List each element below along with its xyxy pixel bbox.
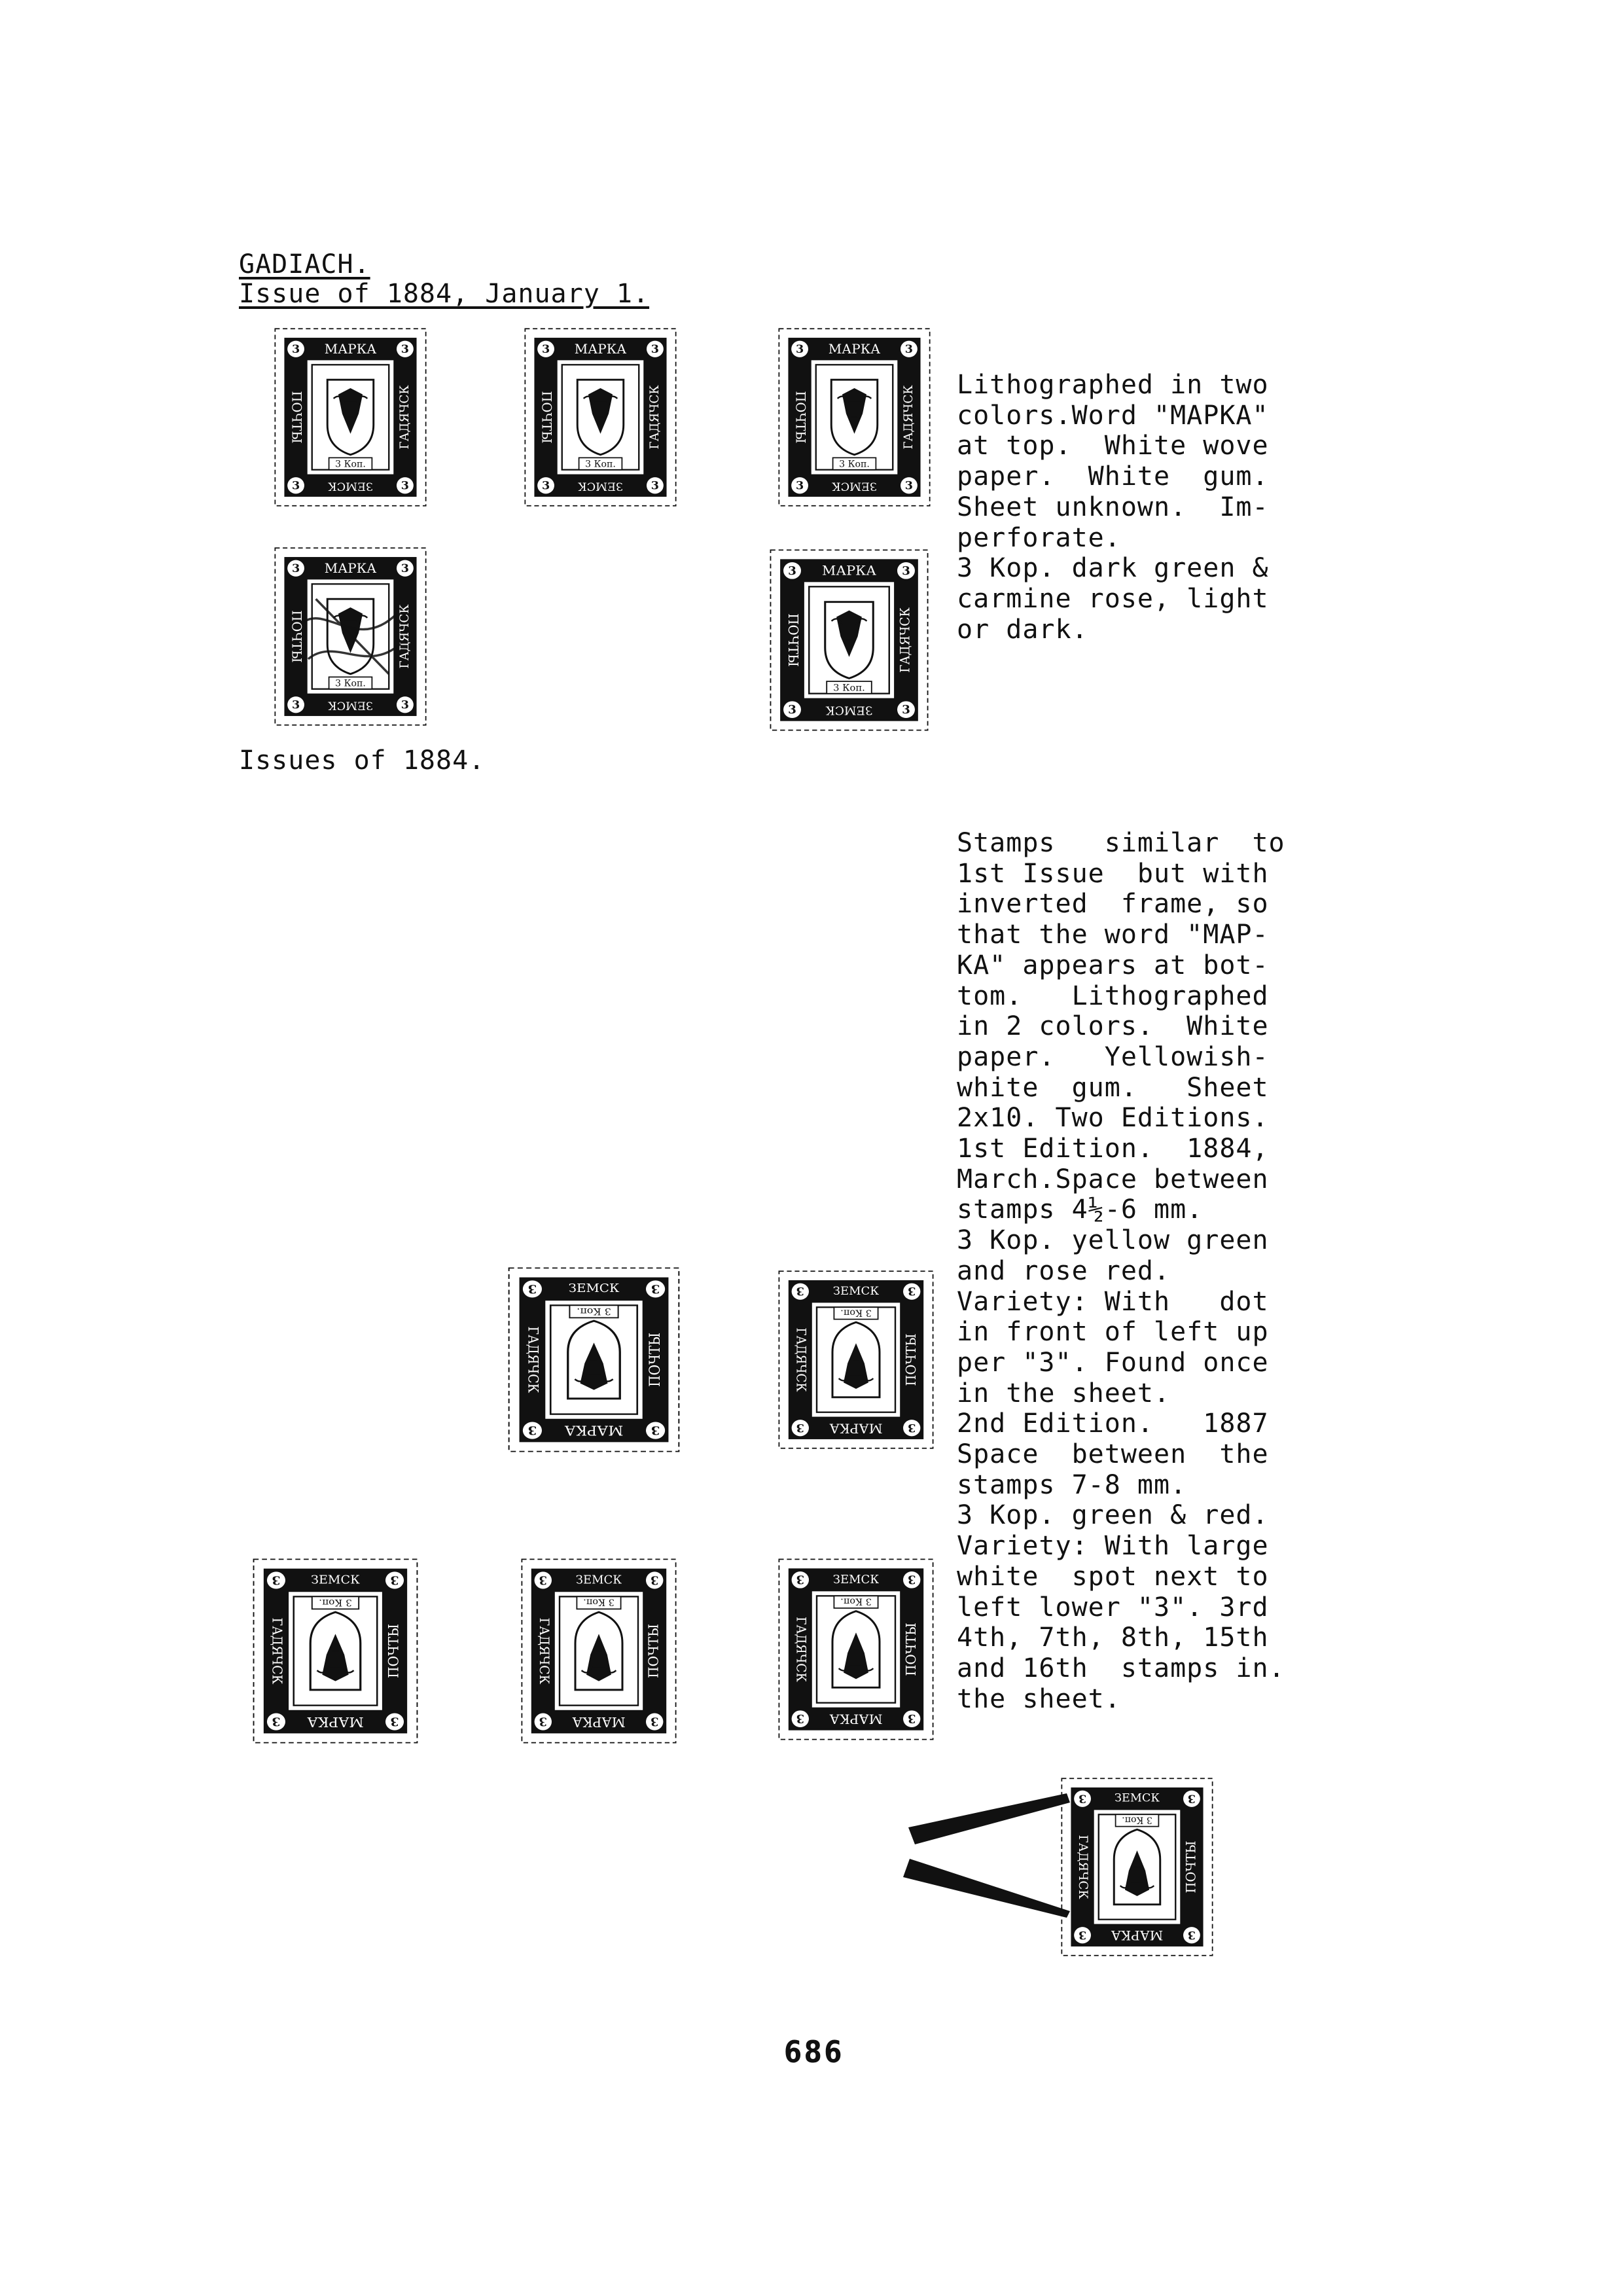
text-line: 2x10. Two Editions. bbox=[957, 1103, 1269, 1134]
stamp-word-right: ГАДЯЧСК bbox=[525, 1326, 542, 1393]
corner-numeral: 3 bbox=[795, 479, 804, 493]
stamp-word-bottom: ЗЕМСК bbox=[328, 698, 373, 712]
corner-numeral: 3 bbox=[291, 562, 300, 575]
stamp-artwork bbox=[520, 1558, 677, 1744]
stamp-word-top: МАРКА bbox=[1111, 1928, 1164, 1943]
corner-numeral: 3 bbox=[390, 1573, 399, 1587]
corner-numeral: 3 bbox=[272, 1714, 281, 1728]
stamp-image bbox=[769, 548, 929, 732]
corner-numeral: 3 bbox=[1187, 1928, 1196, 1941]
section-2-description bbox=[957, 828, 1310, 1714]
stamp-word-bottom: ЗЕМСК bbox=[832, 1573, 880, 1587]
stamp-value: 3 Коп. bbox=[335, 678, 366, 689]
section-1-description bbox=[957, 370, 1310, 645]
corner-numeral: 3 bbox=[527, 1282, 537, 1296]
stamp-word-right: ГАДЯЧСК bbox=[647, 385, 662, 450]
text-line: or dark. bbox=[957, 614, 1088, 645]
issue-date-heading: Issue of 1884, January 1. bbox=[239, 279, 650, 309]
stamp-artwork bbox=[777, 1558, 935, 1741]
stamp-image bbox=[777, 1270, 935, 1450]
text-line: and 16th stamps in. bbox=[957, 1653, 1285, 1683]
stamp-word-top: МАРКА bbox=[574, 342, 627, 357]
text-line: in front of left up bbox=[957, 1317, 1269, 1348]
stamp-word-right: ГАДЯЧСК bbox=[536, 1617, 552, 1685]
stamp-artwork bbox=[769, 548, 929, 732]
corner-numeral: 3 bbox=[796, 1572, 805, 1587]
stamp-value: 3 Коп. bbox=[319, 1596, 352, 1608]
text-line: 3 Kop. dark green & bbox=[957, 553, 1269, 584]
corner-numeral: 3 bbox=[907, 1420, 916, 1435]
text-line: in the sheet. bbox=[957, 1378, 1171, 1408]
corner-numeral: 3 bbox=[907, 1284, 916, 1298]
corner-numeral: 3 bbox=[541, 479, 550, 493]
text-line: paper. White gum. bbox=[957, 461, 1269, 492]
text-line: Space between the bbox=[957, 1439, 1269, 1470]
stamp-word-top: МАРКА bbox=[828, 342, 881, 357]
stamp-image bbox=[777, 1558, 935, 1741]
stamp-word-bottom: ЗЕМСК bbox=[825, 703, 873, 717]
text-line: stamps 7-8 mm. bbox=[957, 1469, 1187, 1500]
stamp-word-right: ГАДЯЧСК bbox=[793, 1327, 808, 1392]
stamp-value: 3 Коп. bbox=[833, 683, 865, 694]
text-line: 2nd Edition. 1887 bbox=[957, 1408, 1269, 1439]
text-line: KA" appears at bot- bbox=[957, 950, 1269, 980]
text-line: colors.Word "MAPKA" bbox=[957, 400, 1269, 431]
corner-numeral: 3 bbox=[401, 562, 410, 575]
corner-numeral: 3 bbox=[795, 343, 804, 356]
stamp-word-left: ПОЧТЫ bbox=[646, 1332, 664, 1388]
stamp-word-left: ПОЧТЫ bbox=[1183, 1840, 1199, 1893]
corner-numeral: 3 bbox=[1078, 1791, 1087, 1805]
corner-numeral: 3 bbox=[907, 1712, 916, 1725]
corner-numeral: 3 bbox=[651, 343, 660, 356]
stamp-word-bottom: ЗЕМСК bbox=[328, 479, 373, 493]
stamp-word-top: МАРКА bbox=[822, 562, 876, 579]
corner-numeral: 3 bbox=[272, 1573, 281, 1587]
corner-numeral: 3 bbox=[291, 698, 300, 712]
corner-numeral: 3 bbox=[788, 703, 796, 717]
corner-numeral: 3 bbox=[1187, 1791, 1196, 1805]
stamp-word-bottom: ЗЕМСК bbox=[575, 1573, 622, 1587]
stamp-word-left: ПОЧТЫ bbox=[289, 610, 304, 663]
stamp-artwork bbox=[1060, 1777, 1214, 1957]
text-line: Variety: With dot bbox=[957, 1286, 1269, 1317]
stamp-word-right: ГАДЯЧСК bbox=[1075, 1835, 1090, 1899]
stamp-word-top: МАРКА bbox=[307, 1714, 364, 1730]
text-line: white gum. Sheet bbox=[957, 1072, 1269, 1103]
corner-numeral: 3 bbox=[539, 1573, 548, 1587]
stamp-value: 3 Коп. bbox=[577, 1306, 611, 1318]
text-line: 1st Edition. 1884, bbox=[957, 1134, 1269, 1164]
stamp-word-bottom: ЗЕМСК bbox=[832, 1285, 880, 1298]
pointer-arrows bbox=[903, 1793, 1073, 1918]
corner-numeral: 3 bbox=[291, 479, 300, 493]
stamp-word-top: МАРКА bbox=[564, 1422, 624, 1438]
text-line: Sheet unknown. Im- bbox=[957, 492, 1269, 522]
text-line: per "3". Found once bbox=[957, 1347, 1269, 1378]
corner-numeral: 3 bbox=[401, 698, 410, 712]
arrow-lower bbox=[903, 1859, 1070, 1918]
corner-numeral: 3 bbox=[651, 1423, 660, 1437]
text-line: tom. Lithographed bbox=[957, 980, 1269, 1011]
stamp-value: 3 Коп. bbox=[585, 459, 616, 470]
stamp-value: 3 Коп. bbox=[1122, 1814, 1152, 1825]
stamp-word-top: МАРКА bbox=[572, 1713, 626, 1730]
stamp-word-bottom: ЗЕМСК bbox=[578, 479, 623, 493]
text-line: stamps 4½-6 mm. bbox=[957, 1194, 1204, 1225]
corner-numeral: 3 bbox=[904, 343, 914, 356]
text-line: at top. White wove bbox=[957, 431, 1269, 461]
corner-numeral: 3 bbox=[796, 1284, 805, 1298]
corner-numeral: 3 bbox=[291, 343, 300, 356]
corner-numeral: 3 bbox=[541, 343, 550, 356]
stamp-word-left: ПОЧТЫ bbox=[645, 1623, 662, 1679]
stamp-word-left: ПОЧТЫ bbox=[539, 391, 554, 444]
stamp-image bbox=[274, 547, 427, 726]
text-line: March.Space between bbox=[957, 1164, 1269, 1194]
stamp-word-bottom: ЗЕМСК bbox=[568, 1282, 620, 1295]
stamp-image bbox=[274, 327, 427, 507]
corner-numeral: 3 bbox=[796, 1420, 805, 1435]
stamp-image bbox=[520, 1558, 677, 1744]
town-heading: GADIACH. bbox=[239, 249, 370, 279]
corner-numeral: 3 bbox=[650, 1573, 659, 1587]
text-line: and rose red. bbox=[957, 1255, 1171, 1286]
corner-numeral: 3 bbox=[651, 1282, 660, 1296]
stamp-word-right: ГАДЯЧСК bbox=[897, 607, 913, 673]
stamp-word-right: ГАДЯЧСК bbox=[397, 604, 412, 669]
corner-numeral: 3 bbox=[651, 479, 660, 493]
stamp-value: 3 Коп. bbox=[840, 1307, 872, 1318]
corner-numeral: 3 bbox=[527, 1423, 537, 1437]
stamp-artwork bbox=[524, 327, 677, 507]
text-line: that the word "MAP- bbox=[957, 920, 1269, 950]
stamp-value: 3 Коп. bbox=[583, 1596, 615, 1607]
text-line: the sheet. bbox=[957, 1683, 1121, 1714]
corner-numeral: 3 bbox=[539, 1714, 548, 1729]
text-line: left lower "3". 3rd bbox=[957, 1592, 1269, 1623]
stamp-image bbox=[1060, 1777, 1214, 1957]
stamp-image bbox=[507, 1266, 681, 1453]
stamp-value: 3 Коп. bbox=[840, 1596, 872, 1607]
stamp-word-left: ПОЧТЫ bbox=[902, 1623, 919, 1676]
text-line: 1st Issue but with bbox=[957, 858, 1269, 889]
stamp-word-top: МАРКА bbox=[324, 561, 377, 576]
corner-numeral: 3 bbox=[796, 1712, 805, 1725]
stamp-word-right: ГАДЯЧСК bbox=[397, 385, 412, 450]
stamp-image bbox=[777, 327, 931, 507]
corner-numeral: 3 bbox=[907, 1572, 916, 1587]
stamp-word-bottom: ЗЕМСК bbox=[832, 479, 877, 493]
text-line: Variety: With large bbox=[957, 1531, 1269, 1562]
stamp-word-left: ПОЧТЫ bbox=[289, 391, 304, 444]
stamp-word-bottom: ЗЕМСК bbox=[311, 1573, 360, 1587]
stamp-value: 3 Коп. bbox=[335, 459, 366, 470]
text-line: 3 Kop. green & red. bbox=[957, 1500, 1269, 1531]
stamp-image bbox=[252, 1558, 419, 1744]
text-line: Lithographed in two bbox=[957, 370, 1269, 400]
corner-numeral: 3 bbox=[401, 479, 410, 493]
text-line: carmine rose, light bbox=[957, 583, 1269, 614]
corner-numeral: 3 bbox=[788, 564, 796, 578]
stamp-artwork bbox=[507, 1266, 681, 1453]
text-line: paper. Yellowish- bbox=[957, 1041, 1269, 1072]
stamp-artwork bbox=[274, 547, 427, 726]
text-line: Stamps similar to bbox=[957, 828, 1285, 858]
stamp-word-right: ГАДЯЧСК bbox=[269, 1617, 285, 1685]
stamp-artwork bbox=[777, 327, 931, 507]
stamp-word-left: ПОЧТЫ bbox=[902, 1333, 919, 1386]
stamp-word-right: ГАДЯЧСК bbox=[901, 385, 916, 450]
corner-numeral: 3 bbox=[390, 1714, 399, 1728]
stamp-word-right: ГАДЯЧСК bbox=[793, 1617, 808, 1682]
stamp-word-bottom: ЗЕМСК bbox=[1115, 1791, 1160, 1805]
stamp-image bbox=[524, 327, 677, 507]
text-line: in 2 colors. White bbox=[957, 1011, 1269, 1042]
text-line: white spot next to bbox=[957, 1561, 1269, 1592]
corner-numeral: 3 bbox=[902, 703, 910, 717]
corner-numeral: 3 bbox=[904, 479, 914, 493]
stamp-word-left: ПОЧТЫ bbox=[385, 1623, 402, 1679]
stamp-value: 3 Коп. bbox=[839, 459, 870, 470]
corner-numeral: 3 bbox=[650, 1714, 659, 1729]
page-number: 686 bbox=[784, 2034, 844, 2070]
text-line: 3 Kop. yellow green bbox=[957, 1225, 1269, 1256]
text-line: perforate. bbox=[957, 522, 1121, 553]
stamp-word-top: МАРКА bbox=[829, 1711, 883, 1727]
stamp-word-top: МАРКА bbox=[829, 1420, 883, 1436]
stamp-word-top: МАРКА bbox=[324, 342, 377, 357]
text-line: inverted frame, so bbox=[957, 889, 1269, 920]
stamp-artwork bbox=[274, 327, 427, 507]
arrow-upper bbox=[908, 1793, 1070, 1844]
stamp-artwork bbox=[777, 1270, 935, 1450]
corner-numeral: 3 bbox=[401, 343, 410, 356]
corner-numeral: 3 bbox=[1078, 1928, 1087, 1941]
section-2-title: Issues of 1884. bbox=[239, 745, 486, 776]
corner-numeral: 3 bbox=[902, 564, 910, 578]
text-line: 4th, 7th, 8th, 15th bbox=[957, 1623, 1269, 1653]
stamp-word-left: ПОЧТЫ bbox=[785, 613, 802, 667]
stamp-artwork bbox=[252, 1558, 419, 1744]
stamp-word-left: ПОЧТЫ bbox=[793, 391, 808, 444]
